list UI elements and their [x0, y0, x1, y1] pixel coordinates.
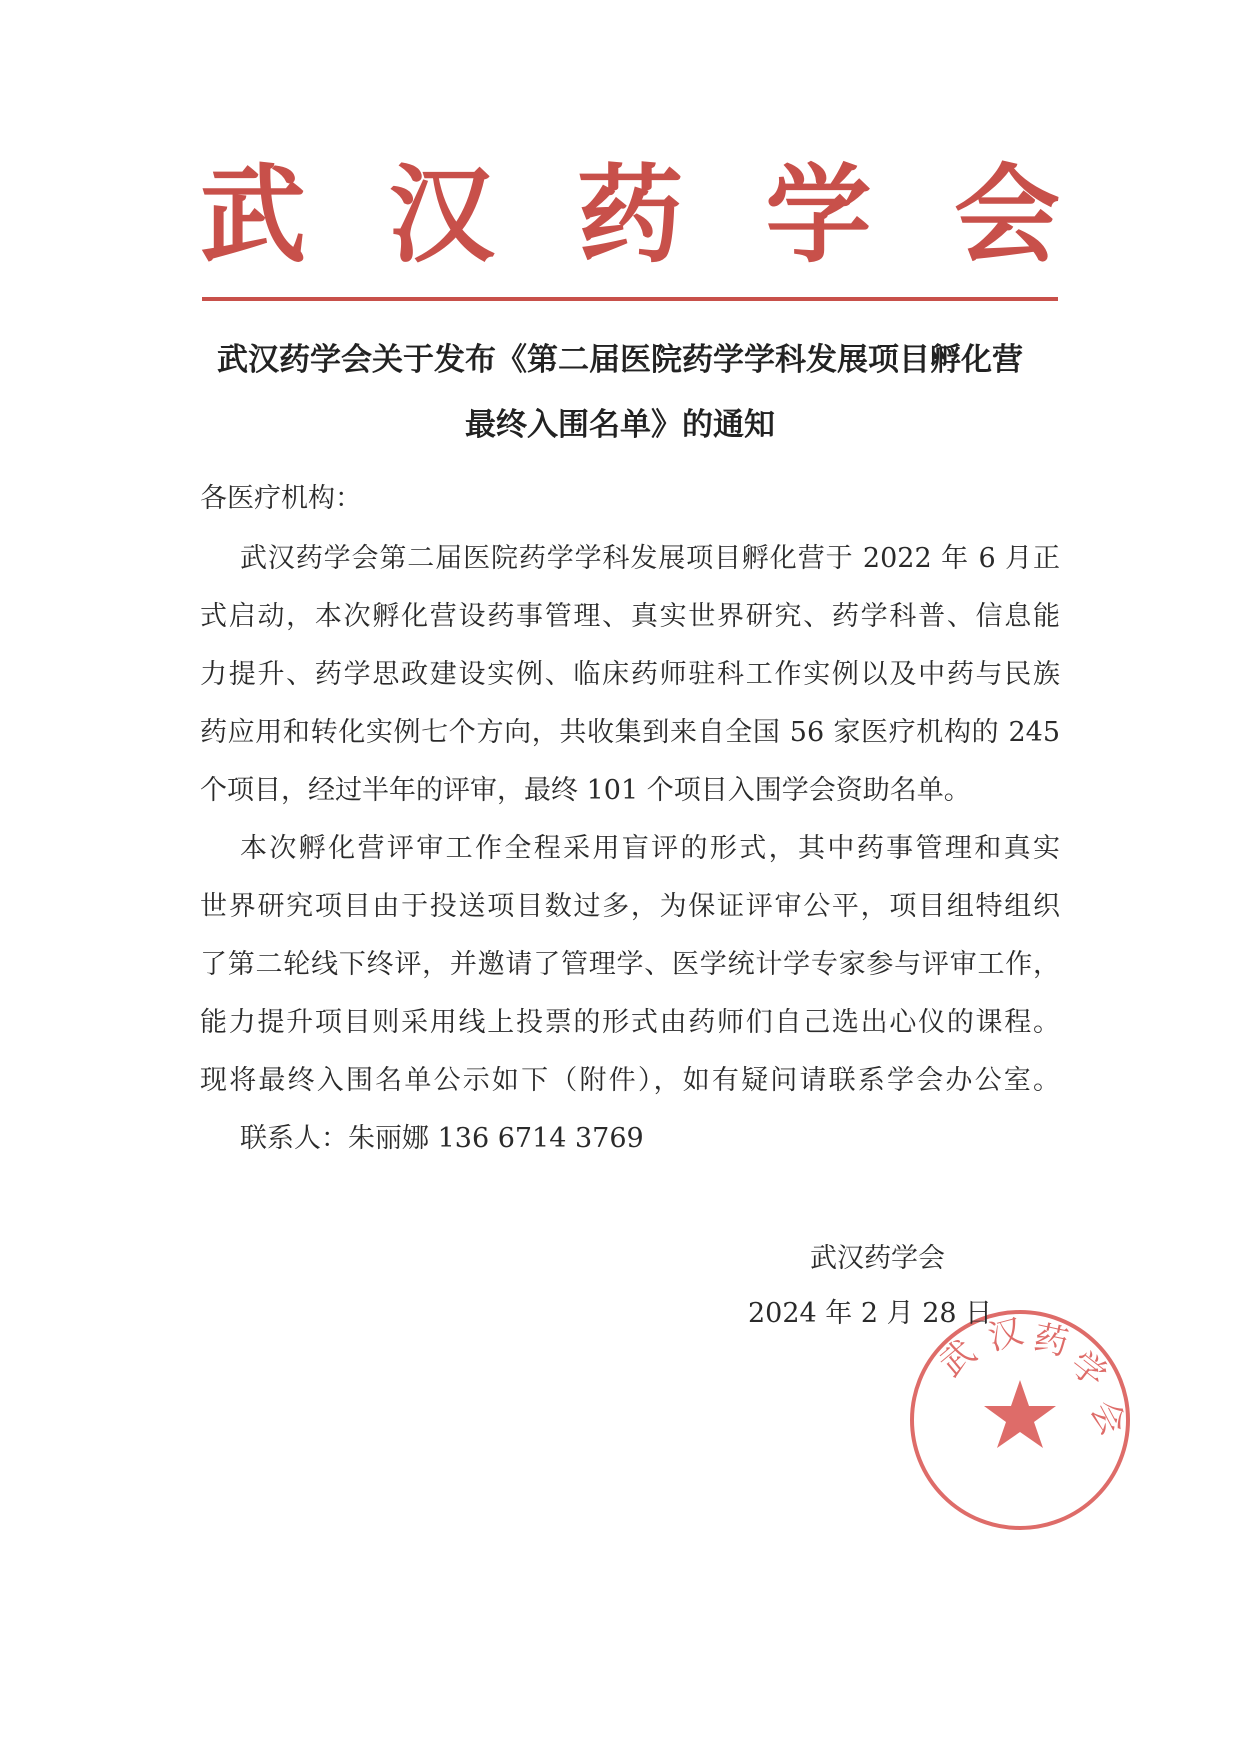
- masthead-char: 武: [200, 152, 306, 277]
- svg-text:武: 武: [932, 1332, 984, 1385]
- seal-star-icon: [984, 1380, 1056, 1448]
- salutation: 各医疗机构：: [200, 483, 362, 514]
- notice-title-line-2: 最终入围名单》的通知: [465, 407, 775, 443]
- masthead-char: 会: [954, 152, 1060, 277]
- svg-text:学: 学: [1062, 1343, 1114, 1397]
- masthead-char: 学: [765, 152, 872, 277]
- svg-text:药: 药: [1030, 1317, 1072, 1364]
- svg-text:汉: 汉: [983, 1311, 1028, 1359]
- paragraph-1-line: 式启动，本次孵化营设药事管理、真实世界研究、药学科普、信息能: [200, 601, 1060, 632]
- masthead-char: 药: [577, 152, 683, 277]
- paragraph-1-line: 武汉药学会第二届医院药学学科发展项目孵化营于 2022 年 6 月正: [240, 543, 1060, 574]
- contact-line: 联系人：朱丽娜 136 6714 3769: [240, 1123, 644, 1154]
- paragraph-1-line: 力提升、药学思政建设实例、临床药师驻科工作实例以及中药与民族: [200, 659, 1060, 690]
- paragraph-2-line: 现将最终入围名单公示如下（附件），如有疑问请联系学会办公室。: [200, 1065, 1060, 1096]
- paragraph-2-line: 本次孵化营评审工作全程采用盲评的形式，其中药事管理和真实: [240, 833, 1060, 864]
- masthead: [200, 150, 1060, 280]
- signature-organization: 武汉药学会: [810, 1243, 945, 1274]
- signature-date: 2024 年 2 月 28 日: [748, 1298, 993, 1329]
- masthead-char: 汉: [388, 152, 495, 277]
- paragraph-1-line: 药应用和转化实例七个方向，共收集到来自全国 56 家医疗机构的 245: [200, 717, 1060, 748]
- paragraph-2-line: 了第二轮线下终评，并邀请了管理学、医学统计学专家参与评审工作，: [200, 949, 1060, 980]
- svg-text:会: 会: [1082, 1393, 1134, 1443]
- official-seal-stamp: [900, 1300, 1140, 1540]
- notice-title-line-1: 武汉药学会关于发布《第二届医院药学学科发展项目孵化营: [217, 342, 1023, 378]
- header-divider: [202, 297, 1058, 301]
- paragraph-2-line: 能力提升项目则采用线上投票的形式由药师们自己选出心仪的课程。: [200, 1007, 1060, 1038]
- paragraph-2-line: 世界研究项目由于投送项目数过多，为保证评审公平，项目组特组织: [200, 891, 1060, 922]
- paragraph-1-line: 个项目，经过半年的评审，最终 101 个项目入围学会资助名单。: [200, 775, 971, 806]
